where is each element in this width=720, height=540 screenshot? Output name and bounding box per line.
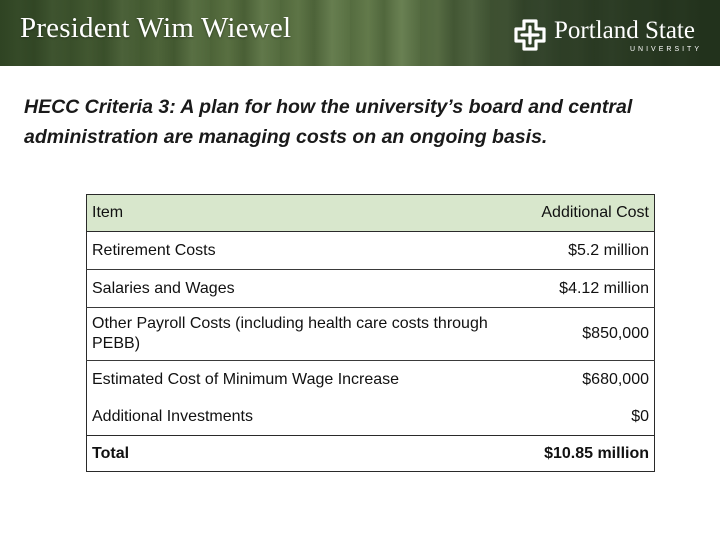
presenter-title: President Wim Wiewel [20,12,292,44]
table-row [87,398,655,436]
psu-mark-icon [510,15,550,55]
slide-heading: HECC Criteria 3: A plan for how the university’s board and central administration are managing costs on an ongoing basis. [24,96,633,148]
cost-table [86,194,655,472]
total-label: Total [87,436,498,472]
table-header-row [87,195,655,232]
logo-subtitle: UNIVERSITY [630,46,703,53]
table-row [87,232,655,270]
row-item: Retirement Costs [87,232,498,270]
row-item: Additional Investments [92,407,253,425]
total-value: $10.85 million [497,436,655,472]
row-cost: $4.12 million [497,270,655,308]
row-cost: $850,000 [497,308,655,361]
university-logo [510,15,703,55]
row-cost: $5.2 million [497,232,655,270]
table-row [87,308,655,361]
logo-wordmark: Portland State [554,17,695,44]
table-row [87,361,655,399]
row-item: Other Payroll Costs (including health care costs through PEBB) [87,308,498,361]
header-banner [0,0,720,66]
row-item: Estimated Cost of Minimum Wage Increase [92,370,400,388]
row-cost: $0 [631,407,649,425]
column-header-cost: Additional Cost [497,195,655,232]
row-item: Salaries and Wages [87,270,498,308]
row-cost: $680,000 [582,370,649,388]
column-header-item: Item [87,195,498,232]
table-row [87,270,655,308]
table-total-row [87,436,655,472]
